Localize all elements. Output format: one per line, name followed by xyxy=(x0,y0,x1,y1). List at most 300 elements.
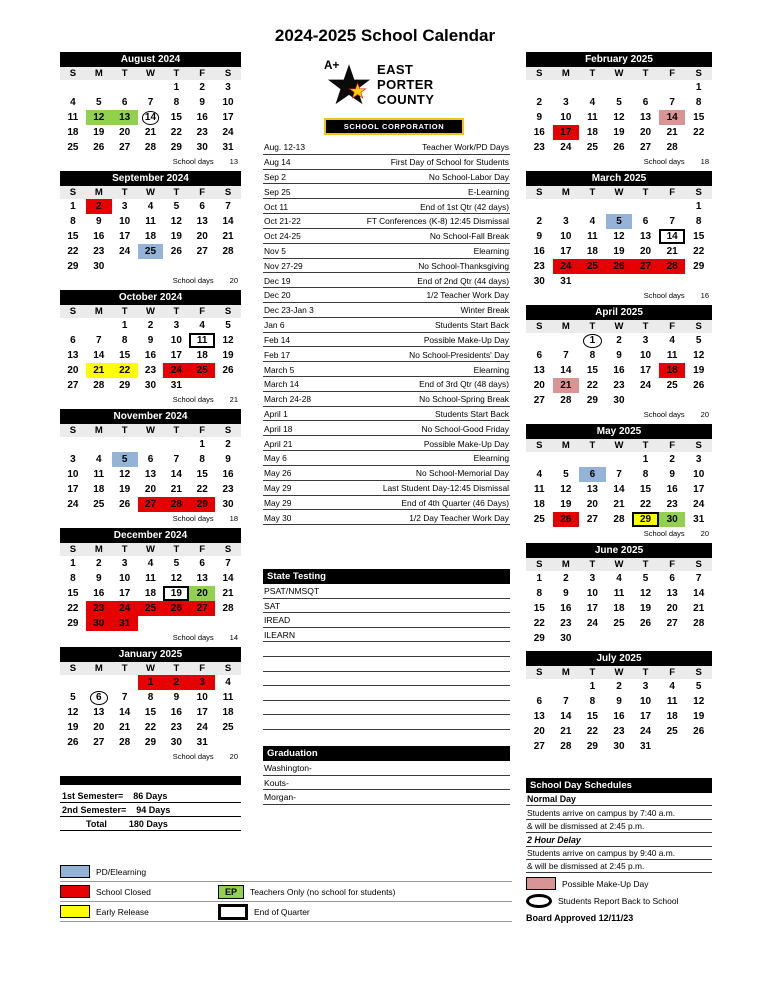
weekday-label: M xyxy=(561,440,570,451)
weekday-label: T xyxy=(121,306,128,317)
day-cell: 22 xyxy=(693,127,705,138)
day-cell: 19 xyxy=(613,127,625,138)
event-date: Aug. 12-13 xyxy=(264,142,305,153)
day-cell: 10 xyxy=(640,696,652,707)
week-row xyxy=(60,452,241,467)
weekday-label: F xyxy=(669,68,676,79)
weekday-header-row xyxy=(526,666,712,679)
day-cell: 5 xyxy=(70,692,76,703)
day-cell: 3 xyxy=(70,454,76,465)
day-cell: 27 xyxy=(632,259,659,274)
day-cell: 23 xyxy=(533,142,545,153)
day-cell: 1 xyxy=(536,573,543,584)
weekday-label: F xyxy=(199,68,206,79)
summary-value: 86 Days xyxy=(133,791,168,801)
day-cell: 21 xyxy=(222,588,234,599)
day-cell: 25 xyxy=(579,259,606,274)
day-cell: 12 xyxy=(170,573,182,584)
weekday-label: F xyxy=(199,544,206,555)
weekday-label: F xyxy=(669,440,676,451)
day-cell: 4 xyxy=(589,97,596,108)
empty-cell xyxy=(112,437,138,452)
month-september-2024 xyxy=(60,171,241,285)
day-cell: 7 xyxy=(121,692,128,703)
state-testing-header: State Testing xyxy=(263,569,510,584)
weekday-label: S xyxy=(536,68,543,79)
state-testing-items xyxy=(263,584,510,730)
day-cell: 12 xyxy=(640,588,652,599)
day-cell: 27 xyxy=(196,246,208,257)
day-cell: 2 xyxy=(616,335,622,346)
week-row xyxy=(60,140,241,155)
month-title: April 2025 xyxy=(526,305,712,320)
day-cell: 29 xyxy=(189,497,215,512)
day-cell: 29 xyxy=(586,741,598,752)
day-cell: 25 xyxy=(666,726,678,737)
day-cell: 10 xyxy=(170,335,182,346)
day-cell: 25 xyxy=(666,380,678,391)
day-cell: 30 xyxy=(533,276,545,287)
day-cell: 2 xyxy=(225,439,231,450)
weekday-label: W xyxy=(146,544,155,555)
day-cell: 29 xyxy=(170,142,182,153)
weekday-label: W xyxy=(146,187,155,198)
empty-cell xyxy=(163,616,189,631)
day-cell: 22 xyxy=(586,380,598,391)
empty-cell xyxy=(60,318,86,333)
month-title: September 2024 xyxy=(60,171,241,186)
weekday-label: S xyxy=(536,559,543,570)
day-cell: 16 xyxy=(196,112,208,123)
day-cell: 15 xyxy=(170,112,182,123)
weekday-label: W xyxy=(146,68,155,79)
weekday-header-row xyxy=(60,305,241,318)
day-cell: 17 xyxy=(640,711,652,722)
week-row xyxy=(526,482,712,497)
week-row xyxy=(60,348,241,363)
blank-line xyxy=(263,715,510,730)
day-cell: 4 xyxy=(199,320,205,331)
event-date: April 21 xyxy=(264,438,293,449)
weekday-label: T xyxy=(173,663,180,674)
day-cell: 28 xyxy=(666,142,678,153)
event-row xyxy=(263,466,510,481)
day-cell: 4 xyxy=(536,469,543,480)
day-cell: 3 xyxy=(121,558,128,569)
day-cell: 20 xyxy=(533,380,545,391)
weekday-label: M xyxy=(561,321,570,332)
weekday-label: T xyxy=(121,663,128,674)
event-description: End of 1st Qtr (42 days) xyxy=(420,201,509,212)
weekday-label: S xyxy=(224,187,232,198)
week-row xyxy=(526,571,712,586)
day-cell: 18 xyxy=(144,588,157,599)
legend-item-end-of-quarter xyxy=(218,904,310,920)
weekday-label: W xyxy=(146,663,155,674)
event-description: Elearning xyxy=(473,453,509,464)
empty-cell xyxy=(553,199,580,214)
legend-row xyxy=(60,882,512,902)
testing-item: ILEARN xyxy=(263,628,510,643)
day-cell: 10 xyxy=(560,231,572,242)
week-row xyxy=(526,724,712,739)
week-row xyxy=(60,259,241,274)
day-cell: 9 xyxy=(669,469,675,480)
empty-cell xyxy=(659,274,686,289)
day-cell: 27 xyxy=(533,395,545,406)
weekday-label: M xyxy=(561,187,570,198)
day-cell: 15 xyxy=(119,350,131,361)
week-row xyxy=(526,199,712,214)
logo-name xyxy=(377,54,434,107)
day-cell: 21 xyxy=(86,363,112,378)
empty-cell xyxy=(659,631,686,646)
day-cell: 1 xyxy=(695,82,702,93)
event-row xyxy=(263,288,510,303)
event-row xyxy=(263,421,510,436)
day-cell: 28 xyxy=(560,741,572,752)
event-row xyxy=(263,259,510,274)
empty-cell xyxy=(659,199,686,214)
empty-cell xyxy=(685,393,712,408)
weekday-header-row xyxy=(60,662,241,675)
school-days xyxy=(60,512,241,523)
empty-cell xyxy=(138,437,164,452)
empty-cell xyxy=(138,616,164,631)
weekday-label: S xyxy=(69,663,77,674)
day-cell: 22 xyxy=(170,127,182,138)
summary-value: 94 Days xyxy=(136,805,171,815)
day-cell: 10 xyxy=(560,112,572,123)
school-days-value: 13 xyxy=(229,157,238,166)
day-cell: 23 xyxy=(533,261,545,272)
day-cell: 1 xyxy=(70,558,76,569)
day-cell: 28 xyxy=(613,514,625,525)
day-cell: 21 xyxy=(666,246,678,257)
weekday-label: S xyxy=(695,187,702,198)
day-cell: 18 xyxy=(144,231,157,242)
day-cell: 21 xyxy=(144,127,157,138)
month-july-2025 xyxy=(526,651,712,754)
day-cell: 3 xyxy=(121,201,128,212)
school-days-label: School days xyxy=(172,276,214,285)
day-cell: 24 xyxy=(112,601,138,616)
week-row xyxy=(526,274,712,289)
event-description: Elearning xyxy=(473,364,509,375)
day-cell: 26 xyxy=(119,499,131,510)
summary-label: 2nd Semester= xyxy=(62,805,127,815)
weekday-label: M xyxy=(94,68,103,79)
month-october-2024 xyxy=(60,290,241,404)
day-cell: 7 xyxy=(95,335,102,346)
event-description: No School-Memorial Day xyxy=(415,468,509,479)
day-cell: 22 xyxy=(144,722,157,733)
weekday-label: T xyxy=(642,667,649,678)
day-cell: 15 xyxy=(67,231,79,242)
day-cell: 21 xyxy=(666,127,678,138)
empty-cell xyxy=(685,274,712,289)
event-description: Teacher Work/PD Days xyxy=(422,142,509,153)
day-cell: 17 xyxy=(553,125,580,140)
event-row xyxy=(263,377,510,392)
legend-label: PD/Elearning xyxy=(96,866,147,877)
summary-row-second-semester xyxy=(60,803,241,817)
day-cell: 30 xyxy=(560,633,572,644)
day-cell: 4 xyxy=(669,681,675,692)
day-cell: 15 xyxy=(586,365,598,376)
day-cell: 1 xyxy=(589,681,596,692)
day-cell: 19 xyxy=(222,350,234,361)
day-cell: 8 xyxy=(173,97,180,108)
day-cell: 7 xyxy=(616,469,622,480)
day-cell: 5 xyxy=(606,214,633,229)
day-cell: 17 xyxy=(170,350,182,361)
day-cell: 2 xyxy=(669,454,675,465)
day-cell: 23 xyxy=(222,484,234,495)
day-cell: 13 xyxy=(93,707,105,718)
day-cell: 10 xyxy=(119,573,131,584)
day-cell: 19 xyxy=(119,484,131,495)
day-cell: 29 xyxy=(119,380,131,391)
weekday-label: S xyxy=(69,187,77,198)
weekday-label: S xyxy=(695,440,702,451)
day-cell: 14 xyxy=(222,573,234,584)
event-date: Feb 17 xyxy=(264,349,291,360)
month-title: March 2025 xyxy=(526,171,712,186)
day-cell: 27 xyxy=(640,142,652,153)
day-cell: 14 xyxy=(560,365,572,376)
legend-label: Possible Make-Up Day xyxy=(562,878,649,889)
day-cell: 14 xyxy=(138,110,164,125)
weekday-label: S xyxy=(536,187,543,198)
day-cell: 7 xyxy=(225,201,231,212)
day-cell: 26 xyxy=(93,142,105,153)
day-cell: 14 xyxy=(93,350,105,361)
day-cell: 24 xyxy=(119,246,131,257)
day-cell: 9 xyxy=(173,692,180,703)
day-cell: 11 xyxy=(67,112,79,123)
empty-cell xyxy=(60,437,86,452)
week-row xyxy=(60,378,241,393)
logo-top xyxy=(324,54,464,117)
legend-item-possible-make-up-day xyxy=(526,877,712,890)
event-date: May 6 xyxy=(264,453,287,464)
legend xyxy=(60,862,512,922)
week-row xyxy=(60,229,241,244)
day-cell: 25 xyxy=(222,722,234,733)
school-days-label: School days xyxy=(643,157,685,166)
day-cell: 11 xyxy=(613,588,625,599)
day-cell: 3 xyxy=(695,454,702,465)
day-cell: 27 xyxy=(138,497,164,512)
week-row xyxy=(60,616,241,631)
day-cell: 31 xyxy=(170,380,182,391)
day-cell: 5 xyxy=(173,558,180,569)
page-title: 2024-2025 School Calendar xyxy=(274,26,496,45)
day-cell: 12 xyxy=(67,707,79,718)
day-cell: 24 xyxy=(693,499,705,510)
day-cell: 24 xyxy=(640,726,652,737)
day-cell: 28 xyxy=(163,497,189,512)
school-days-label: School days xyxy=(643,291,685,300)
day-cell: 24 xyxy=(67,499,79,510)
day-cell: 22 xyxy=(533,618,545,629)
day-cell: 22 xyxy=(112,363,138,378)
day-cell: 23 xyxy=(666,499,678,510)
day-cell: 31 xyxy=(222,142,234,153)
event-row xyxy=(263,184,510,199)
empty-cell xyxy=(163,437,189,452)
graduation-item: Kouts- xyxy=(263,776,510,791)
day-cell: 11 xyxy=(587,231,598,242)
day-cell: 6 xyxy=(121,97,128,108)
summary-label: Total xyxy=(86,819,107,829)
day-cell: 10 xyxy=(586,588,598,599)
day-cell: 1 xyxy=(695,201,702,212)
event-row xyxy=(263,496,510,511)
month-title: November 2024 xyxy=(60,409,241,424)
weekday-label: S xyxy=(69,544,77,555)
event-row xyxy=(263,318,510,333)
weekday-label: F xyxy=(199,663,206,674)
empty-cell xyxy=(526,199,553,214)
day-cell: 13 xyxy=(144,469,157,480)
day-cell: 10 xyxy=(119,216,131,227)
day-cell: 18 xyxy=(67,127,79,138)
event-description: Students Start Back xyxy=(434,408,509,419)
month-title: August 2024 xyxy=(60,52,241,67)
day-cell: 3 xyxy=(173,320,180,331)
weekday-label: F xyxy=(669,187,676,198)
week-row xyxy=(526,80,712,95)
pd-elearning-swatch xyxy=(60,865,90,878)
week-row xyxy=(60,735,241,750)
day-cell: 9 xyxy=(536,112,543,123)
day-cell: 12 xyxy=(222,335,234,346)
day-cell: 18 xyxy=(659,363,686,378)
day-cell: 9 xyxy=(95,216,102,227)
day-cell: 13 xyxy=(196,573,208,584)
weekday-label: T xyxy=(173,68,180,79)
day-cell: 25 xyxy=(533,514,545,525)
day-cell: 19 xyxy=(693,365,705,376)
week-row xyxy=(60,556,241,571)
day-cell: 11 xyxy=(189,333,215,348)
weekday-label: S xyxy=(69,68,77,79)
graduation-item: Morgan- xyxy=(263,790,510,805)
day-cell: 24 xyxy=(560,142,572,153)
day-cell: 30 xyxy=(613,395,625,406)
week-row xyxy=(526,679,712,694)
testing-item: IREAD xyxy=(263,613,510,628)
day-cell: 18 xyxy=(666,711,678,722)
weekday-label: M xyxy=(94,544,103,555)
day-cell: 6 xyxy=(536,696,543,707)
weekday-label: T xyxy=(121,544,128,555)
day-cell: 16 xyxy=(93,231,105,242)
empty-cell xyxy=(526,679,553,694)
day-cell: 13 xyxy=(666,588,678,599)
day-cell: 8 xyxy=(147,692,154,703)
day-cell: 29 xyxy=(533,633,545,644)
day-cell: 2 xyxy=(86,199,112,214)
weekday-label: T xyxy=(642,559,649,570)
empty-cell xyxy=(215,378,241,393)
day-cell: 9 xyxy=(563,588,569,599)
day-cell: 26 xyxy=(606,259,633,274)
summary-row-first-semester xyxy=(60,789,241,803)
day-cell: 25 xyxy=(67,142,79,153)
day-cell: 1 xyxy=(138,675,164,690)
empty-cell xyxy=(606,452,633,467)
empty-cell xyxy=(579,452,606,467)
day-cell: 12 xyxy=(560,484,572,495)
event-date: Dec 19 xyxy=(264,275,291,286)
school-days-value: 14 xyxy=(229,633,238,642)
weekday-label: T xyxy=(589,559,596,570)
event-row xyxy=(263,436,510,451)
legend-row xyxy=(60,902,512,922)
day-cell: 26 xyxy=(222,365,234,376)
day-cell: 21 xyxy=(613,499,625,510)
day-cell: 15 xyxy=(693,112,705,123)
schedule-normal-day-title: Normal Day xyxy=(526,793,712,806)
students-report-back-swatch xyxy=(526,894,552,908)
day-cell: 25 xyxy=(189,363,215,378)
schedule-line: Students arrive on campus by 7:40 a.m. xyxy=(526,806,712,819)
week-row xyxy=(526,363,712,378)
day-cell: 11 xyxy=(222,692,234,703)
legend-label: School Closed xyxy=(96,886,151,897)
day-cell: 7 xyxy=(173,454,180,465)
event-row xyxy=(263,273,510,288)
legend-item-teachers-only xyxy=(218,885,396,899)
day-cell: 1 xyxy=(121,320,128,331)
empty-cell xyxy=(553,679,580,694)
month-title: January 2025 xyxy=(60,647,241,662)
day-cell: 3 xyxy=(225,82,231,93)
empty-cell xyxy=(215,259,241,274)
legend-label: Teachers Only (no school for students) xyxy=(250,886,396,897)
school-days xyxy=(60,155,241,166)
week-row xyxy=(60,497,241,512)
event-row xyxy=(263,333,510,348)
school-days xyxy=(60,631,241,642)
event-description: First Day of School for Students xyxy=(390,157,509,168)
day-cell: 16 xyxy=(666,484,678,495)
event-row xyxy=(263,392,510,407)
weekday-label: F xyxy=(669,321,676,332)
day-cell: 10 xyxy=(222,97,234,108)
event-description: Students Start Back xyxy=(434,320,509,331)
day-cell: 5 xyxy=(112,452,138,467)
event-row xyxy=(263,347,510,362)
empty-cell xyxy=(632,80,659,95)
day-cell: 13 xyxy=(533,711,545,722)
day-cell: 6 xyxy=(642,216,649,227)
event-row xyxy=(263,199,510,214)
empty-cell xyxy=(215,616,241,631)
month-february-2025 xyxy=(526,52,712,166)
weekday-label: M xyxy=(94,663,103,674)
day-cell: 29 xyxy=(632,512,659,527)
weekday-label: S xyxy=(69,425,77,436)
day-cell: 18 xyxy=(586,127,598,138)
day-cell: 8 xyxy=(589,696,596,707)
empty-cell xyxy=(606,631,633,646)
weekday-header-row xyxy=(526,67,712,80)
week-row xyxy=(60,482,241,497)
